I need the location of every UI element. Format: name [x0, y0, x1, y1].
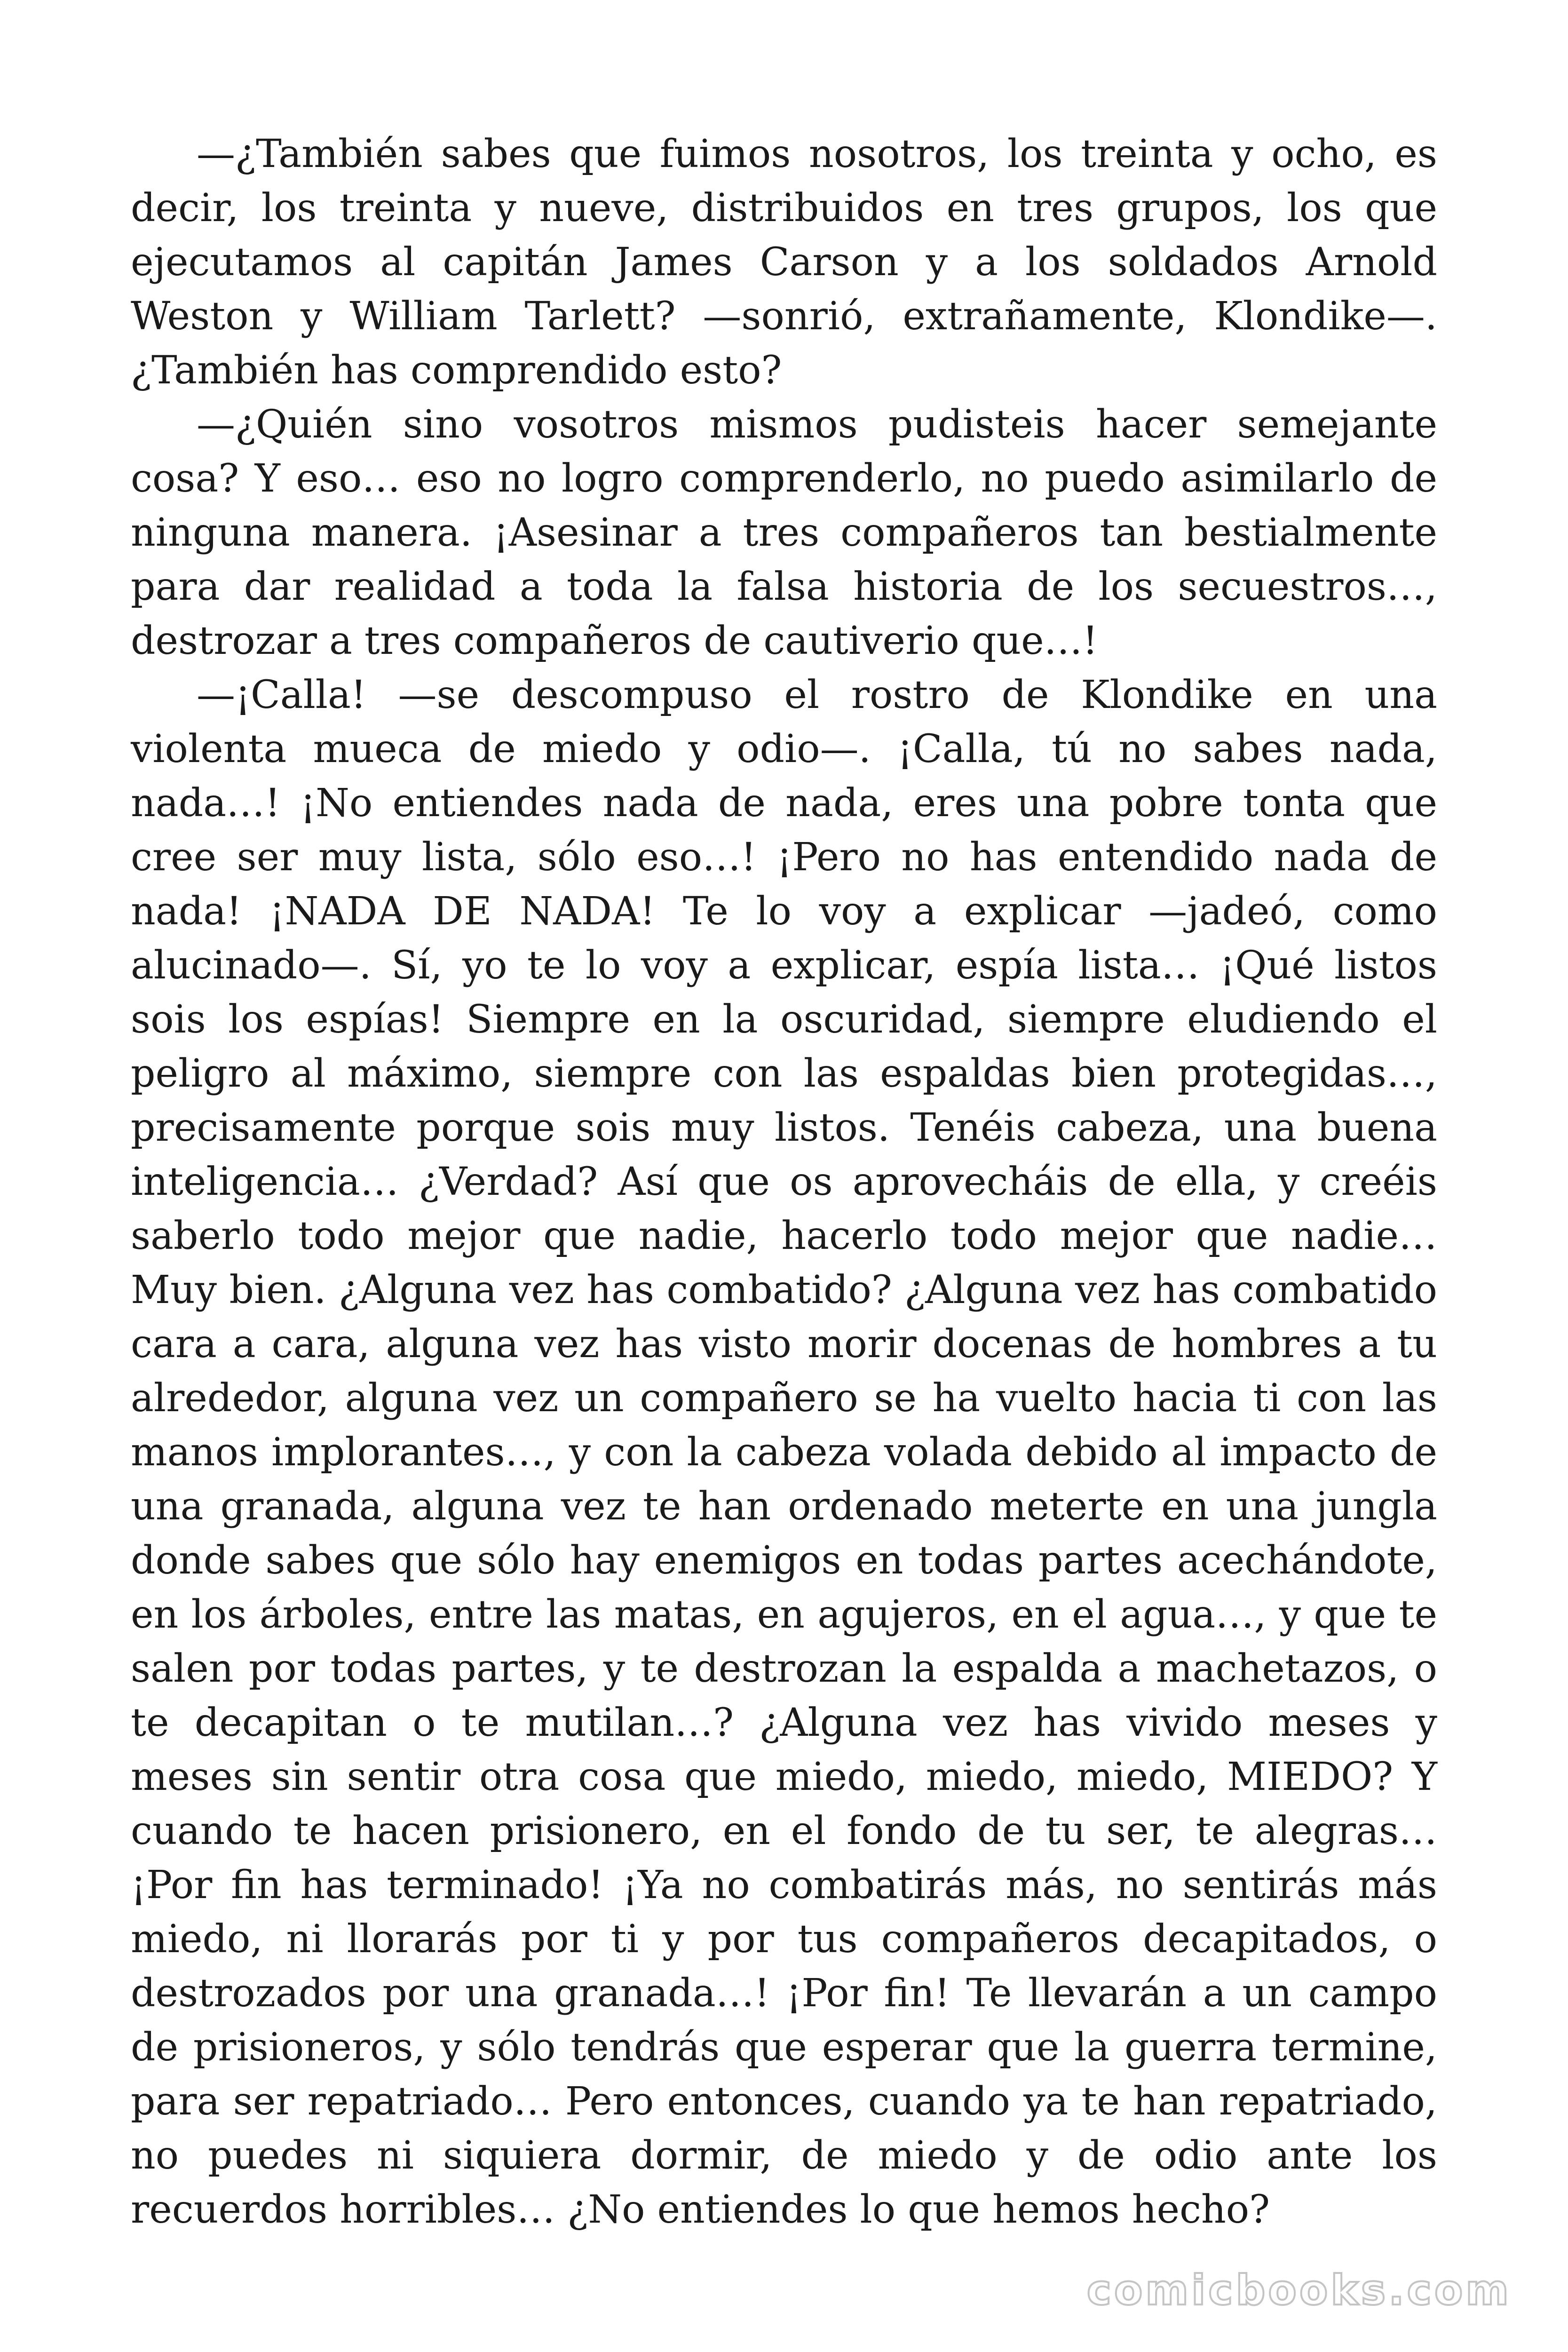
watermark-logo: comicbooks.com [1086, 2266, 1512, 2314]
paragraph-1: —¿También sabes que fuimos nosotros, los treinta y ocho, es decir, los treinta y nueve, distribuidos en tres grupos, los que ejecutamos al capitán James Carson y a los soldados Arnold Weston y William Tarlett? —sonrió, extrañamente, Klondike—. ¿También has comprendido esto? [131, 132, 1437, 393]
paragraph-2: —¿Quién sino vosotros mismos pudisteis hacer semejante cosa? Y eso… eso no logro comprenderlo, no puedo asimilarlo de ninguna manera. ¡Asesinar a tres compañeros tan bestialmente para dar realidad a toda la falsa historia de los secuestros…, destrozar a tres compañeros de cautiverio que…! [131, 402, 1437, 663]
paragraph-3: —¡Calla! —se descompuso el rostro de Klondike en una violenta mueca de miedo y odio—. ¡Calla, tú no sabes nada, nada…! ¡No entiendes nada de nada, eres una pobre tonta que cree ser muy lista, sólo eso…! ¡Pero no has entendido nada de nada! ¡NADA DE NADA! Te lo voy a explicar —jadeó, como alucinado—. Sí, yo te lo voy a explicar, espía lista… ¡Qué listos sois los espías! Siempre en la oscuridad, siempre eludiendo el peligro al máximo, siempre con las espaldas bien protegidas…, precisamente porque sois muy listos. Tenéis cabeza, una buena inteligencia… ¿Verdad? Así que os aprovecháis de ella, y creéis saberlo todo mejor que nadie, hacerlo todo mejor que nadie… Muy bien. ¿Alguna vez has combatido? ¿Alguna vez has combatido cara a cara, alguna vez has visto morir docenas de hombres a tu alrededor, alguna vez un compañero se ha vuelto hacia ti con las manos implorantes…, y con la cabeza volada debido al impacto de una granada, alguna vez te han ordenado meterte en una jungla donde sabes que sólo hay enemigos en todas partes acechándote, en los árboles, entre las matas, en agujeros, en el agua…, y que te salen por todas partes, y te destrozan la espalda a machetazos, o te decapitan o te mutilan…? ¿Alguna vez has vivido meses y meses sin sentir otra cosa que miedo, miedo, miedo, MIEDO? Y cuando te hacen prisionero, en el fondo de tu ser, te alegras… ¡Por fin has terminado! ¡Ya no combatirás más, no sentirás más miedo, ni llorarás por ti y por tus compañeros decapitados, o destrozados por una granada…! ¡Por fin! Te llevarán a un campo de prisioneros, y sólo tendrás que esperar que la guerra termine, para ser repatriado… Pero entonces, cuando ya te han repatriado, no puedes ni siquiera dormir, de miedo y de odio ante los recuerdos horribles… ¿No entiendes lo que hemos hecho? [131, 673, 1437, 2232]
body-text [131, 127, 1437, 2237]
